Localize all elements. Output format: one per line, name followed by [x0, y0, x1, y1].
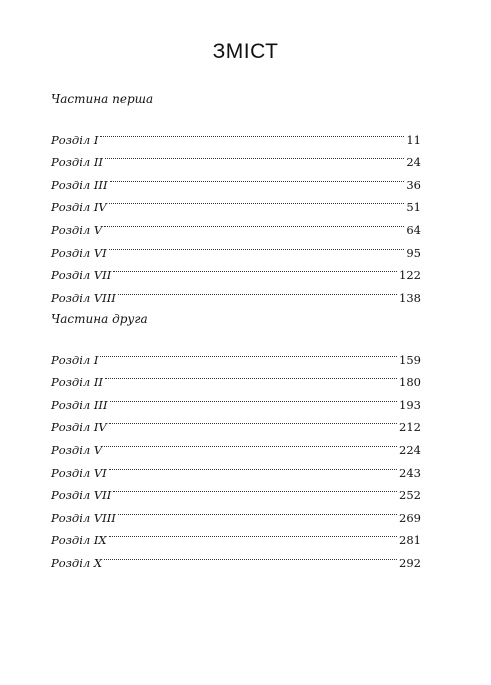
- toc-entry-page-number: 243: [399, 465, 421, 480]
- toc-entry[interactable]: [51, 144, 421, 170]
- toc-entry-label: Розділ V: [51, 222, 103, 237]
- toc-entry-page-number: 269: [399, 510, 421, 525]
- toc-entry-label: Розділ VIII: [51, 510, 116, 525]
- toc-entry[interactable]: [51, 409, 421, 435]
- dot-leader: [109, 454, 397, 477]
- toc-entry-label: Розділ VIII: [51, 290, 116, 305]
- toc-entry-page-number: 95: [406, 245, 421, 260]
- toc-part-two: [51, 309, 421, 570]
- toc-entry-label: Розділ VII: [51, 488, 112, 503]
- toc-entry[interactable]: [51, 279, 421, 305]
- toc-entry[interactable]: [51, 121, 421, 147]
- toc-part-one: [51, 89, 421, 305]
- toc-entry-label: Розділ VII: [51, 268, 112, 283]
- toc-entry-label: Розділ X: [51, 555, 103, 570]
- dot-leader: [109, 409, 397, 432]
- toc-entry-page-number: 36: [406, 177, 421, 192]
- toc-list: [51, 341, 421, 570]
- dot-leader: [113, 257, 397, 280]
- toc-entry-label: Розділ IX: [51, 533, 107, 548]
- dot-leader: [100, 341, 397, 364]
- toc-entry-page-number: 212: [399, 420, 421, 435]
- toc-entry-label: Розділ I: [51, 132, 99, 147]
- toc-entry[interactable]: [51, 257, 421, 283]
- toc-entry-page-number: 24: [406, 155, 421, 170]
- toc-entry-page-number: 159: [399, 352, 421, 367]
- dot-leader: [118, 499, 397, 522]
- toc-entry-label: Розділ IV: [51, 420, 107, 435]
- dot-leader: [104, 211, 404, 234]
- toc-entry-page-number: 252: [399, 488, 421, 503]
- part-heading: Частина перша: [51, 92, 154, 106]
- toc-entry-label: Розділ II: [51, 155, 103, 170]
- toc-entry-label: Розділ III: [51, 177, 108, 192]
- dot-leader: [109, 189, 405, 212]
- toc-entry[interactable]: [51, 544, 421, 570]
- toc-entry-page-number: 64: [406, 222, 421, 237]
- page-title: ЗМІСТ: [212, 40, 279, 63]
- dot-leader: [105, 144, 404, 167]
- toc-entry[interactable]: [51, 454, 421, 480]
- toc-entry-page-number: 292: [399, 555, 421, 570]
- toc-entry[interactable]: [51, 189, 421, 215]
- dot-leader: [110, 166, 405, 189]
- toc-entry[interactable]: [51, 522, 421, 548]
- toc-entry-label: Розділ III: [51, 397, 108, 412]
- toc-entry[interactable]: [51, 211, 421, 237]
- toc-entry-page-number: 122: [399, 268, 421, 283]
- dot-leader: [104, 544, 397, 567]
- toc-entry[interactable]: [51, 341, 421, 367]
- dot-leader: [118, 279, 397, 302]
- toc-entry-page-number: 138: [399, 290, 421, 305]
- toc-list: [51, 121, 421, 305]
- dot-leader: [100, 121, 404, 144]
- toc-entry[interactable]: [51, 364, 421, 390]
- dot-leader: [110, 386, 398, 409]
- toc-entry-page-number: 224: [399, 442, 421, 457]
- toc-entry[interactable]: [51, 499, 421, 525]
- dot-leader: [109, 522, 397, 545]
- part-heading: Частина друга: [51, 312, 148, 326]
- toc-entry-label: Розділ V: [51, 442, 103, 457]
- toc-entry[interactable]: [51, 477, 421, 503]
- toc-entry[interactable]: [51, 431, 421, 457]
- toc-entry-page-number: 11: [406, 132, 421, 147]
- toc-entry-page-number: 51: [406, 200, 421, 215]
- toc-entry-page-number: 180: [399, 375, 421, 390]
- toc-entry-label: Розділ VI: [51, 465, 107, 480]
- toc-entry-page-number: 281: [399, 533, 421, 548]
- toc-entry-label: Розділ II: [51, 375, 103, 390]
- dot-leader: [109, 234, 405, 257]
- dot-leader: [113, 477, 397, 500]
- dot-leader: [105, 364, 397, 387]
- toc-entry-page-number: 193: [399, 397, 421, 412]
- toc-entry-label: Розділ IV: [51, 200, 107, 215]
- toc-entry-label: Розділ I: [51, 352, 99, 367]
- toc-entry-label: Розділ VI: [51, 245, 107, 260]
- toc-entry[interactable]: [51, 234, 421, 260]
- dot-leader: [104, 431, 397, 454]
- toc-entry[interactable]: [51, 166, 421, 192]
- toc-entry[interactable]: [51, 386, 421, 412]
